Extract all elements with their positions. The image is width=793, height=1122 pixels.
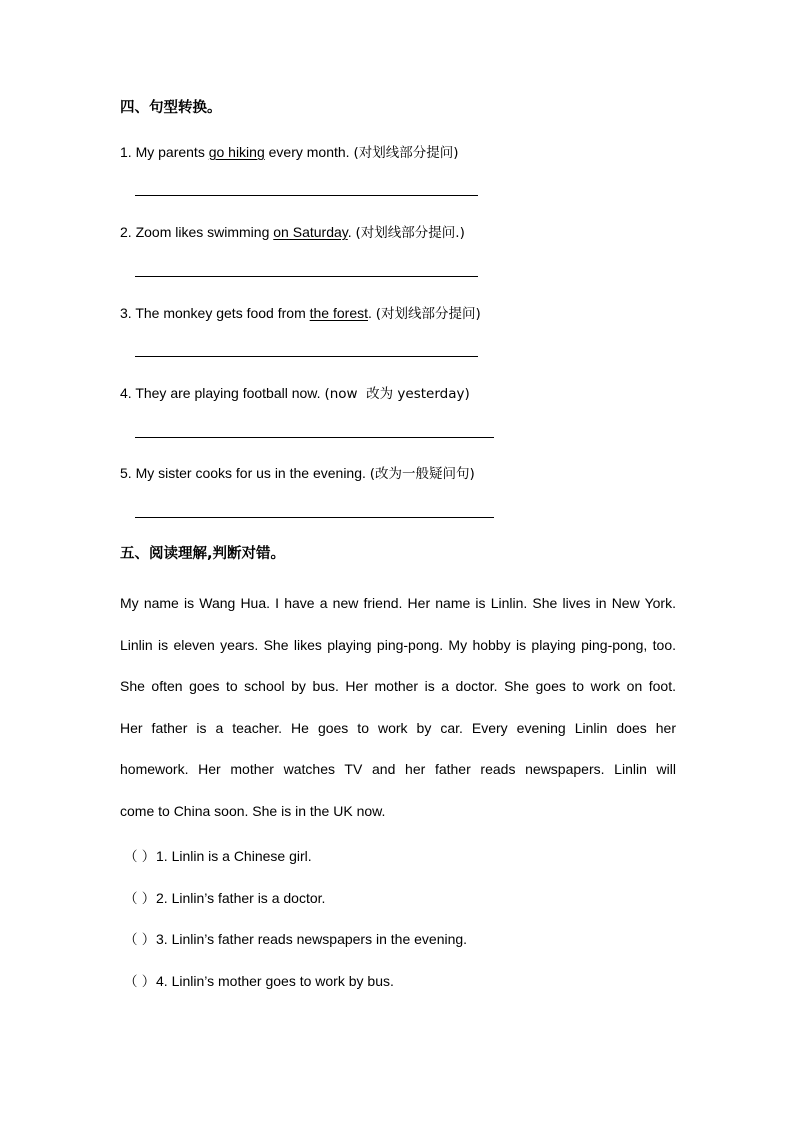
question-5-text: 5. My sister cooks for us in the evening. <box>120 465 370 481</box>
question-3-instruction: (对划线部分提问) <box>375 306 481 322</box>
question-2-underlined: on Saturday <box>273 224 348 240</box>
statement-4: 4. Linlin’s mother goes to work by bus. <box>156 973 394 989</box>
passage-line-4: Her father is a teacher. He goes to work by car. Every evening Linlin does her <box>120 720 676 736</box>
answer-line-5[interactable] <box>135 517 494 518</box>
judgement-item-1 <box>124 845 312 865</box>
passage-line-2: Linlin is eleven years. She likes playing ping-pong. My hobby is playing ping-pong, too. <box>120 637 676 653</box>
question-2-text-post: . <box>347 224 356 240</box>
question-2 <box>120 221 465 241</box>
answer-bracket-4[interactable]: （ ） <box>124 974 156 990</box>
passage-line-5: homework. Her mother watches TV and her father reads newspapers. Linlin will <box>120 761 676 777</box>
judgement-item-3 <box>124 928 467 948</box>
answer-bracket-2[interactable]: （ ） <box>124 891 156 907</box>
question-5-instruction: (改为一般疑问句) <box>369 466 475 482</box>
question-4-text: 4. They are playing football now. <box>120 385 325 401</box>
statement-1: 1. Linlin is a Chinese girl. <box>156 848 312 864</box>
question-5 <box>120 462 475 482</box>
question-3 <box>120 302 481 322</box>
judgement-item-4 <box>124 970 394 990</box>
question-1 <box>120 141 459 161</box>
answer-line-2[interactable] <box>135 276 478 277</box>
answer-bracket-1[interactable]: （ ） <box>124 849 156 865</box>
question-1-underlined: go hiking <box>208 144 265 160</box>
question-2-instruction: (对划线部分提问.) <box>355 225 465 241</box>
section-4-heading: 四、句型转换。 <box>120 100 222 116</box>
question-3-text-post: . <box>368 305 376 321</box>
statement-2: 2. Linlin’s father is a doctor. <box>156 890 326 906</box>
passage-line-6: come to China soon. She is in the UK now. <box>120 803 386 819</box>
judgement-item-2 <box>124 887 325 907</box>
question-4 <box>120 382 470 402</box>
passage-line-3: She often goes to school by bus. Her mother is a doctor. She goes to work on foot. <box>120 678 676 694</box>
question-1-instruction: (对划线部分提问) <box>353 145 459 161</box>
question-1-text-post: every month. <box>264 144 354 160</box>
answer-line-4[interactable] <box>135 437 494 438</box>
answer-bracket-3[interactable]: （ ） <box>124 932 156 948</box>
question-3-underlined: the forest <box>309 305 368 321</box>
answer-line-1[interactable] <box>135 195 478 196</box>
answer-line-3[interactable] <box>135 356 478 357</box>
question-3-text: 3. The monkey gets food from <box>120 305 310 321</box>
question-2-text: 2. Zoom likes swimming <box>120 224 274 240</box>
question-4-instruction: (now 改为 yesterday) <box>324 386 470 402</box>
statement-3: 3. Linlin’s father reads newspapers in the evening. <box>156 931 468 947</box>
question-1-text: 1. My parents <box>120 144 209 160</box>
passage-line-1: My name is Wang Hua. I have a new friend. Her name is Linlin. She lives in New York. <box>120 595 676 611</box>
section-5-heading: 五、阅读理解,判断对错。 <box>120 546 286 562</box>
